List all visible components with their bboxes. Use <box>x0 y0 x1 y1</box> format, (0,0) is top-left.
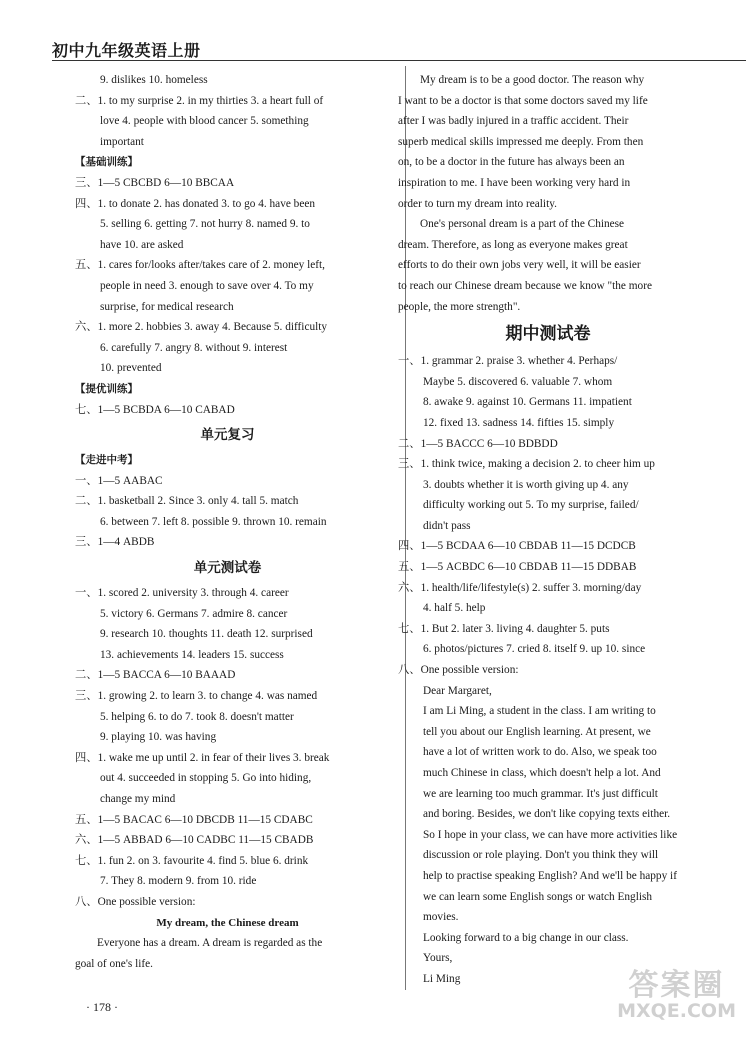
answer-line: Everyone has a dream. A dream is regarded as the <box>97 937 323 950</box>
answer-line: 6. photos/pictures 7. cried 8. itself 9. up 10. since <box>423 643 646 656</box>
answer-line: to reach our Chinese dream because we know "the more <box>398 279 652 292</box>
right-column <box>398 70 698 990</box>
page-number: · 178 · <box>86 1000 118 1014</box>
answer-line: 3. doubts whether it is worth giving up 4. any <box>423 478 629 491</box>
answer-line: tell you about our English learning. At present, we <box>423 725 651 738</box>
answer-line: movies. <box>423 911 459 924</box>
answer-line: 六、1. health/life/lifestyle(s) 2. suffer 3. morning/day <box>398 581 642 594</box>
answer-line: 三、1—5 CBCBD 6—10 BBCAA <box>75 176 235 189</box>
answer-line: order to turn my dream into reality. <box>398 197 557 210</box>
answer-line: 5. victory 6. Germans 7. admire 8. cancer <box>100 607 288 620</box>
answer-line: 五、1. cares for/looks after/takes care of 2. money left, <box>75 259 326 272</box>
answer-line: 四、1. wake me up until 2. in fear of their lives 3. break <box>75 751 330 764</box>
answer-line: 二、1. basketball 2. Since 3. only 4. tall 5. match <box>75 495 299 508</box>
answer-line: love 4. people with blood cancer 5. something <box>100 115 309 128</box>
answer-line: 三、1—4 ABDB <box>75 536 155 549</box>
subsection-label: 【基础训练】 <box>75 156 138 169</box>
composition-title: My dream, the Chinese dream <box>156 916 299 929</box>
answer-line: dream. Therefore, as long as everyone makes great <box>398 238 628 251</box>
answer-line: 6. carefully 7. angry 8. without 9. interest <box>100 341 288 354</box>
answer-line: So I hope in your class, we can have more activities like <box>423 828 678 841</box>
answer-line: 一、1. grammar 2. praise 3. whether 4. Perhaps/ <box>398 355 618 368</box>
answer-line: and boring. Besides, we don't like copying texts either. <box>423 808 671 821</box>
answer-line: One's personal dream is a part of the Chinese <box>420 218 625 231</box>
answer-line: superb medical skills impressed me deeply. From then <box>398 135 644 148</box>
answer-line: 6. between 7. left 8. possible 9. thrown 10. remain <box>100 515 327 528</box>
answer-line: Li Ming <box>423 972 461 985</box>
answer-line: 二、1—5 BACCC 6—10 BDBDD <box>398 437 558 450</box>
answer-line: 10. prevented <box>100 362 162 375</box>
answer-line: important <box>100 135 144 148</box>
answer-line: much Chinese in class, which doesn't help a lot. And <box>423 767 661 779</box>
answer-line: Looking forward to a big change in our class. <box>423 931 629 944</box>
answer-line: 四、1. to donate 2. has donated 3. to go 4. have been <box>75 197 316 210</box>
answer-line: 9. research 10. thoughts 11. death 12. surprised <box>100 628 313 641</box>
answer-line: we can learn some English songs or watch English <box>423 890 653 903</box>
answer-line: 八、One possible version: <box>398 664 519 677</box>
answer-line: 一、1. scored 2. university 3. through 4. career <box>75 587 289 600</box>
section-heading: 单元复习 <box>200 427 255 444</box>
answer-line: have 10. are asked <box>100 238 184 251</box>
watermark-logo <box>617 970 736 1021</box>
answer-line: 七、1—5 BCBDA 6—10 CABAD <box>75 403 235 416</box>
answer-line: help to practise speaking English? And we'll be happy if <box>423 869 677 882</box>
page-header-title: 初中九年级英语上册 <box>52 41 201 60</box>
answer-line: My dream is to be a good doctor. The reason why <box>420 74 645 86</box>
left-column <box>75 70 380 974</box>
answer-line: discussion or role playing. Don't you think they will <box>423 849 659 862</box>
subsection-label: 【走进中考】 <box>75 454 138 467</box>
answer-line: 三、1. think twice, making a decision 2. to cheer him up <box>398 458 655 471</box>
answer-line: 9. dislikes 10. homeless <box>100 74 208 86</box>
answer-line: I want to be a doctor is that some doctors saved my life <box>398 94 648 107</box>
answer-line: efforts to do their own jobs very well, it will be easier <box>398 259 641 272</box>
answer-line: 六、1. more 2. hobbies 3. away 4. Because 5. difficulty <box>75 321 328 334</box>
answer-line: change my mind <box>100 793 176 805</box>
answer-line: 5. selling 6. getting 7. not hurry 8. named 9. to <box>100 218 310 231</box>
header-rule <box>52 60 746 61</box>
answer-line: inspiration to me. I have been working very hard in <box>398 176 631 189</box>
answer-line: 13. achievements 14. leaders 15. success <box>100 648 284 661</box>
answer-line: people in need 3. enough to save over 4. To my <box>100 279 314 292</box>
answer-line: 三、1. growing 2. to learn 3. to change 4. was named <box>75 690 318 703</box>
answer-line: 七、1. But 2. later 3. living 4. daughter 5. puts <box>398 622 610 635</box>
answer-line: surprise, for medical research <box>100 300 234 313</box>
section-heading: 期中测试卷 <box>505 324 591 345</box>
answer-line: 7. They 8. modern 9. from 10. ride <box>100 875 257 888</box>
answer-line: Maybe 5. discovered 6. valuable 7. whom <box>423 375 613 388</box>
answer-line: difficulty working out 5. To my surprise, failed/ <box>423 499 639 512</box>
answer-line: 五、1—5 ACBDC 6—10 CBDAB 11—15 DDBAB <box>398 561 637 574</box>
answer-line: have a lot of written work to do. Also, we speak too <box>423 746 657 759</box>
answer-line: 4. half 5. help <box>423 602 486 615</box>
answer-line: on, to be a doctor in the future has always been an <box>398 156 625 169</box>
answer-line: 二、1—5 BACCA 6—10 BAAAD <box>75 669 236 682</box>
answer-line: didn't pass <box>423 519 471 532</box>
answer-line: people, the more strength". <box>398 300 521 313</box>
answer-line: 9. playing 10. was having <box>100 731 217 744</box>
answer-line: 8. awake 9. against 10. Germans 11. impatient <box>423 396 632 409</box>
answer-line: 一、1—5 AABAC <box>75 474 163 487</box>
answer-line: 六、1—5 ABBAD 6—10 CADBC 11—15 CBADB <box>75 834 314 847</box>
answer-line: goal of one's life. <box>75 957 153 970</box>
answer-line: 八、One possible version: <box>75 895 196 908</box>
answer-line: 五、1—5 BACAC 6—10 DBCDB 11—15 CDABC <box>75 813 313 826</box>
answer-line: I am Li Ming, a student in the class. I am writing to <box>423 705 656 718</box>
answer-line: after I was badly injured in a traffic accident. Their <box>398 115 629 128</box>
answer-line: 四、1—5 BCDAA 6—10 CBDAB 11—15 DCDCB <box>398 540 636 553</box>
section-heading: 单元测试卷 <box>193 560 262 577</box>
answer-line: out 4. succeeded in stopping 5. Go into hiding, <box>100 772 312 785</box>
answer-line: Yours, <box>423 952 453 965</box>
answer-line: 5. helping 6. to do 7. took 8. doesn't matter <box>100 710 294 723</box>
watermark-text: 答案圈 <box>628 968 725 1003</box>
watermark-url: MXQE.COM <box>617 999 736 1022</box>
answer-line: 七、1. fun 2. on 3. favourite 4. find 5. blue 6. drink <box>75 854 309 867</box>
answer-line: Dear Margaret, <box>423 684 492 697</box>
answer-line: we are learning too much grammar. It's just difficult <box>423 787 658 800</box>
answer-line: 二、1. to my surprise 2. in my thirties 3. a heart full of <box>75 94 324 107</box>
answer-line: 12. fixed 13. sadness 14. fifties 15. simply <box>423 416 615 429</box>
subsection-label: 【提优训练】 <box>75 382 138 395</box>
